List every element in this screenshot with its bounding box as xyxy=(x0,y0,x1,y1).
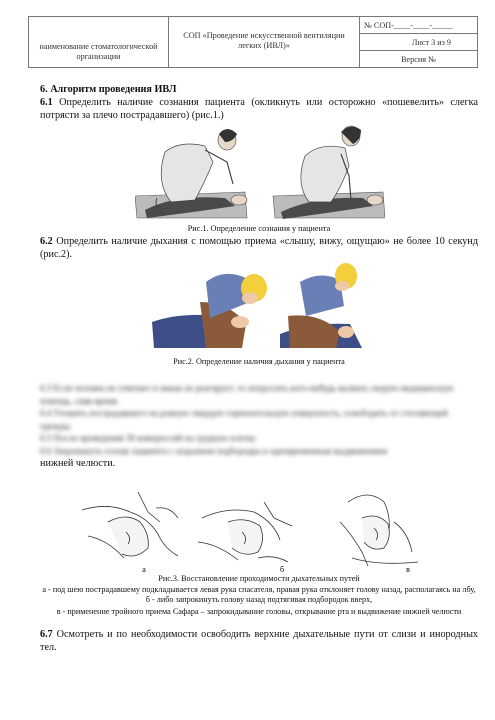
blurred-paragraph-6-6: 6.6 Запрокинуть голову пациента с подъемом подбородка и одновременным выдвижением xyxy=(40,446,388,456)
blurred-paragraph-6-5: 6.5 После проведения 30 компрессий на грудную клетку xyxy=(40,433,257,443)
figure-2-caption: Рис.2. Определение наличия дыхания у пациента xyxy=(173,357,345,366)
org-cell: наименование стоматологической организации xyxy=(29,17,169,67)
figure-1-consciousness-illustration xyxy=(135,122,385,222)
paragraph-number: 6.2 xyxy=(40,236,53,247)
paragraph-number: 6.1 xyxy=(40,97,53,108)
paragraph-6-1 xyxy=(40,97,478,122)
version-number: Версия № xyxy=(401,54,436,64)
section-heading: 6. Алгоритм проведения ИВЛ xyxy=(40,84,177,95)
document-header-table xyxy=(28,16,478,68)
paragraph-6-2 xyxy=(40,236,478,261)
figure-3-airway-illustration xyxy=(78,482,438,574)
sheet-number: Лист 3 из 9 xyxy=(360,34,477,51)
paragraph-text: Осмотреть и по необходимости освободить верхние дыхательные пути от слизи и инородных тел. xyxy=(40,629,479,653)
paragraph-text: Определить наличие дыхания с помощью приема «слышу, вижу, ощущаю» не более 10 секунд (рис.2). xyxy=(40,236,479,260)
figure-3-caption-b: в - применение тройного приема Сафара – запрокидывание головы, открывание рта и выдвижение нижней челюсти xyxy=(56,607,462,616)
paragraph-6-6-end: нижней челюсти. xyxy=(40,458,116,469)
paragraph-6-7 xyxy=(40,629,478,654)
sop-meta-cell xyxy=(360,17,477,67)
sop-number: № СОП-____-____-_____ xyxy=(360,17,477,34)
figure-3-caption-title: Рис.3. Восстановление проходимости дыхательных путей xyxy=(158,574,360,583)
paragraph-text: Определить наличие сознания пациента (окликнуть или осторожно «пошевелить» слегка потрясти за плечо пострадавшего) (рис.1.) xyxy=(40,97,478,121)
sop-title-cell: СОП «Проведение искусственной вентиляции легких (ИВЛ)» xyxy=(169,17,360,67)
blurred-paragraph-6-3: 6.3 Если человек не отвечает и никак не реагирует, то попросить кого-нибудь вызвать скорую медицинскую помощь, сняв время. xyxy=(40,383,454,406)
figure-3-caption-a: а - под шею пострадавшему подкладывается левая рука спасателя, правая рука отклоняет голову назад, располагаясь на лбу, б - либо запрокинуть голову назад подтягивая подбородок вверх, xyxy=(42,585,476,604)
paragraph-number: 6.7 xyxy=(40,629,53,640)
figure-1-caption: Рис.1. Определение сознания у пациента xyxy=(187,224,331,233)
figure-3-label-a: а xyxy=(142,565,146,574)
figure-3-label-c: в xyxy=(406,565,410,574)
blurred-paragraph-6-4: 6.4 Уложить пострадавшего на ровную твердую горизонтальную поверхность, освободить от стесняющей одежды. xyxy=(40,408,448,431)
figure-2-breathing-check-illustration xyxy=(150,262,365,352)
figure-3-label-b: б xyxy=(279,565,285,574)
